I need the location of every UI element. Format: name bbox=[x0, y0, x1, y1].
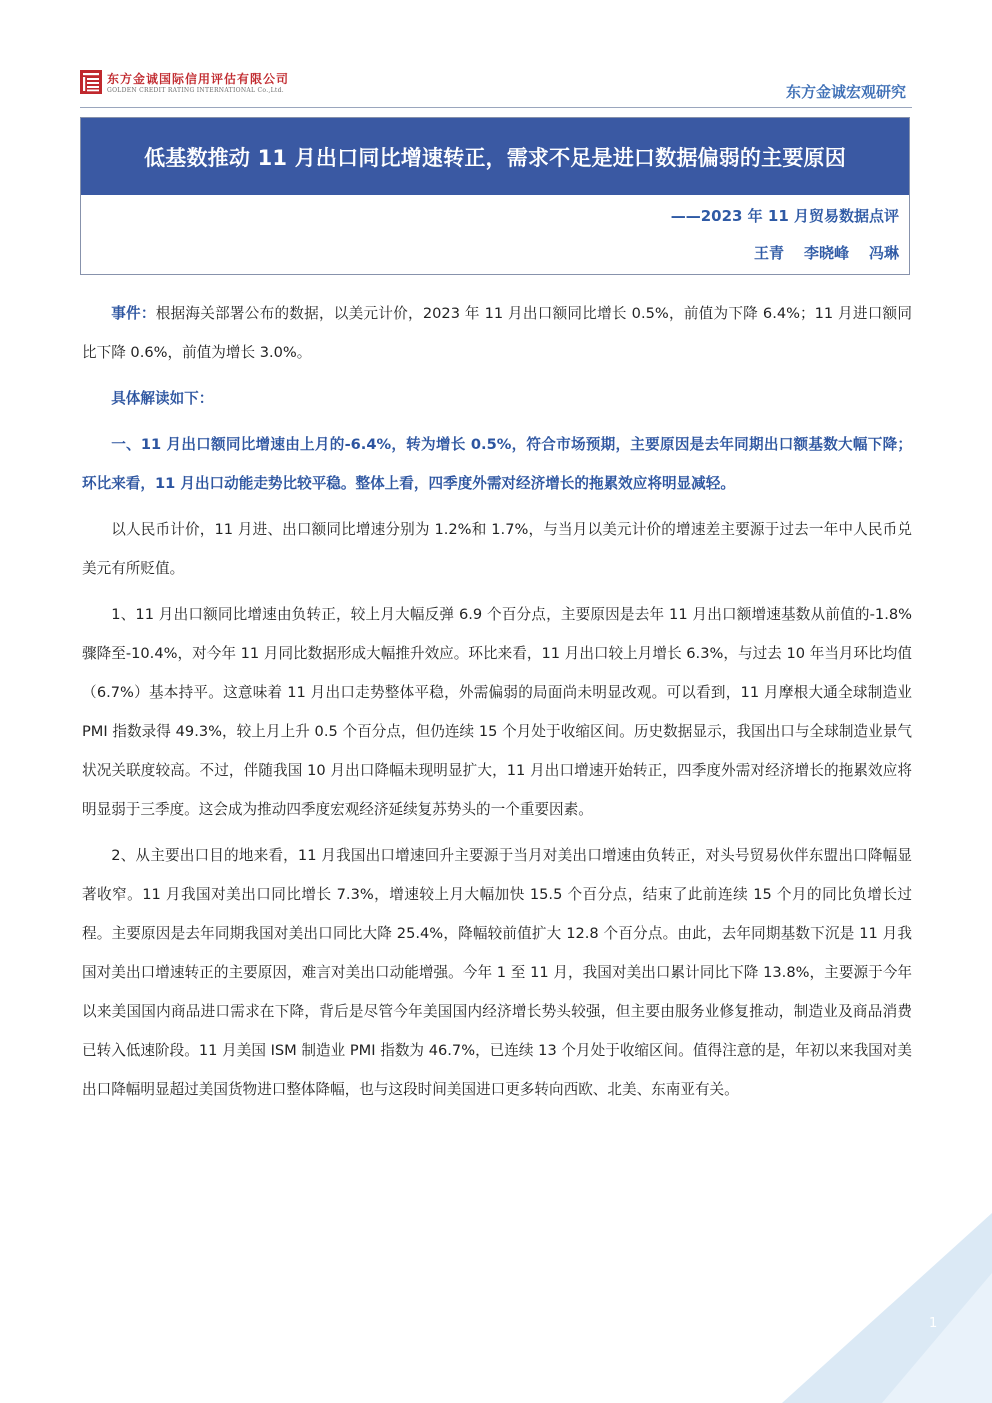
body-paragraph: 以人民币计价，11 月进、出口额同比增速分别为 1.2%和 1.7%，与当月以美元计价的增速差主要源于过去一年中人民币兑美元有所贬值。 bbox=[82, 521, 912, 577]
research-brand: 东方金诚宏观研究 bbox=[785, 83, 906, 101]
body-paragraph: 1、11 月出口额同比增速由负转正，较上月大幅反弹 6.9 个百分点，主要原因是去年 11 月出口额增速基数从前值的-1.8%骤降至-10.4%，对今年 11 月同比数据形成大幅推升效应。环比来看，11 月出口较上月增长 6.3%，与过去 10 年当月环比均值（6.7%）基本持平。这意味着 11 月出口走势整体平稳，外需偏弱的局面尚未明显改观。可以看到，11 月摩根大通全球制造业 PMI 指数录得 49.3%，较上月上升 0.5 个百分点，但仍连续 15 个月处于收缩区间。历史数据显示，我国出口与全球制造业景气状况关联度较高。不过，伴随我国 10 月出口降幅未现明显扩大，11 月出口增速开始转正，四季度外需对经济增长的拖累效应将明显弱于三季度。这会成为推动四季度宏观经济延续复苏势头的一个重要因素。 bbox=[82, 606, 912, 818]
intro-text: 具体解读如下： bbox=[111, 390, 214, 407]
report-title: 低基数推动 11 月出口同比增速转正，需求不足是进口数据偏弱的主要原因 bbox=[144, 145, 846, 170]
section-heading: 一、11 月出口额同比增速由上月的-6.4%，转为增长 0.5%，符合市场预期，主要原因是去年同期出口额基数大幅下降；环比来看，11 月出口动能走势比较平稳。整体上看，四季度外需对经济增长的拖累效应将明显减轻。 bbox=[82, 436, 912, 492]
company-logo-icon bbox=[80, 70, 102, 94]
report-body bbox=[82, 294, 912, 1109]
report-subtitle: ——2023 年 11 月贸易数据点评 bbox=[670, 207, 899, 225]
event-paragraph bbox=[82, 294, 912, 372]
event-label: 事件： bbox=[111, 305, 156, 322]
body-paragraph: 2、从主要出口目的地来看，11 月我国出口增速回升主要源于当月对美出口增速由负转正，对头号贸易伙伴东盟出口降幅显著收窄。11 月我国对美出口同比增长 7.3%，增速较上月大幅加快 15.5 个百分点，结束了此前连续 15 个月的同比负增长过程。主要原因是去年同期我国对美出口同比大降 25.4%，降幅较前值扩大 12.8 个百分点。由此，去年同期基数下沉是 11 月我国对美出口增速转正的主要原因，难言对美出口动能增强。今年 1 至 11 月，我国对美出口累计同比下降 13.8%，主要源于今年以来美国国内商品进口需求在下降，背后是尽管今年美国国内经济增长势头较强，但主要由服务业修复推动，制造业及商品消费已转入低速阶段。11 月美国 ISM 制造业 PMI 指数为 46.7%，已连续 13 个月处于收缩区间。值得注意的是，年初以来我国对美出口降幅明显超过美国货物进口整体降幅，也与这段时间美国进口更多转向西欧、北美、东南亚有关。 bbox=[82, 847, 912, 1098]
author-list bbox=[754, 242, 899, 263]
company-name-cn: 东方金诚国际信用评估有限公司 bbox=[107, 72, 290, 86]
author-name: 李晓峰 bbox=[803, 244, 849, 262]
author-name: 王青 bbox=[753, 244, 784, 262]
title-box bbox=[80, 117, 910, 275]
header-divider bbox=[80, 107, 912, 108]
page-number: 1 bbox=[929, 1316, 938, 1331]
author-name: 冯琳 bbox=[868, 244, 899, 262]
event-text: 根据海关部署公布的数据，以美元计价，2023 年 11 月出口额同比增长 0.5%，前值为下降 6.4%；11 月进口额同比下降 0.6%，前值为增长 3.0%。 bbox=[82, 305, 912, 361]
title-bar bbox=[81, 118, 909, 195]
page-header bbox=[80, 66, 912, 106]
company-name-en: GOLDEN CREDIT RATING INTERNATIONAL Co.,Ltd. bbox=[107, 87, 284, 94]
corner-decoration bbox=[742, 1213, 992, 1403]
